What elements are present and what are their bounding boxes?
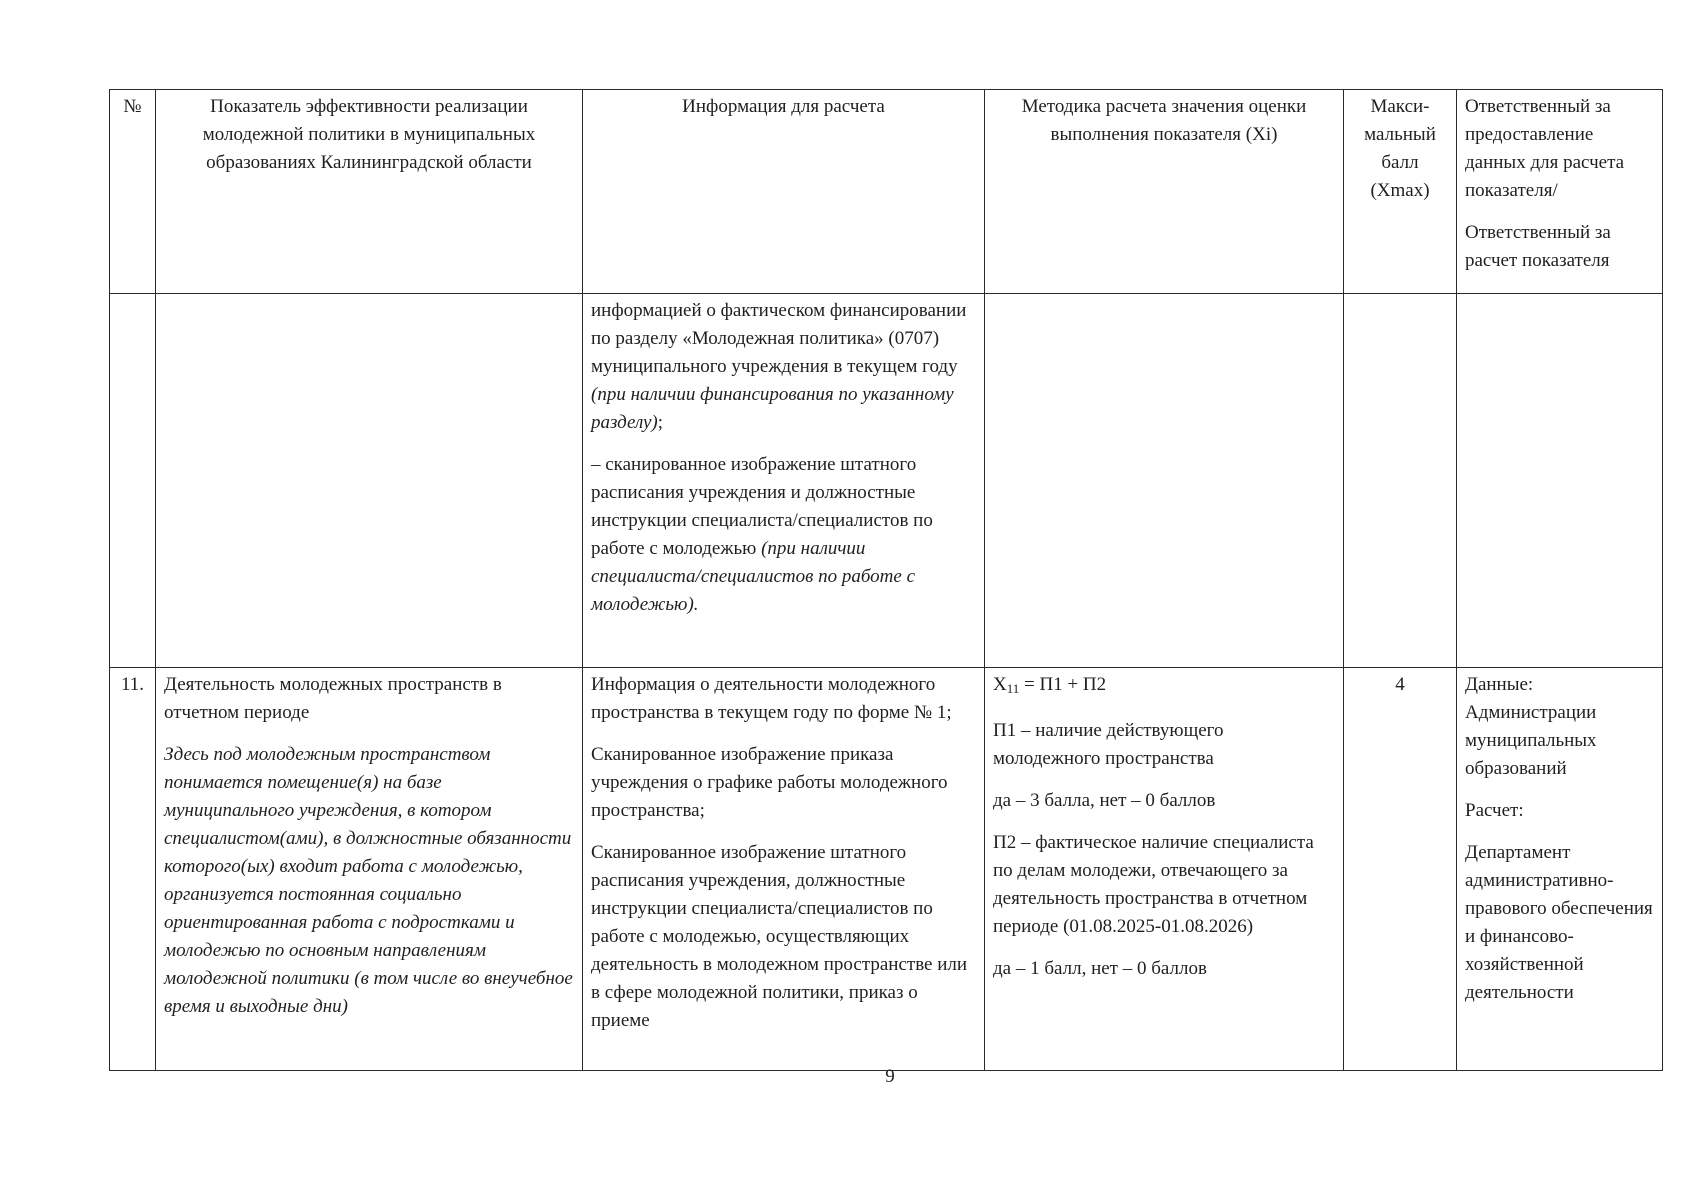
row-11-num: 11. bbox=[110, 668, 156, 1071]
header-responsible-data: Ответственный за предоставление данных для расчета показателя/ bbox=[1465, 96, 1625, 201]
row-11-responsible bbox=[1457, 668, 1663, 1071]
continued-num-cell bbox=[110, 294, 156, 668]
header-info: Информация для расчета bbox=[583, 90, 985, 294]
row-11-resp-data-label: Данные: bbox=[1465, 674, 1534, 695]
row-11-indicator bbox=[156, 668, 583, 1071]
continued-info-1: информацией о фактическом финансировании по разделу «Молодежная политика» (0707) муниципального учреждения в текущем году (при наличии финансирования по указанному разделу); bbox=[591, 300, 967, 433]
row-11-p2: П2 – фактическое наличие специалиста по делам молодежи, отвечающего за деятельность пространства в отчетном периоде (01.08.2025-01.08.2026) bbox=[993, 832, 1314, 937]
table-row-11 bbox=[110, 668, 1663, 1071]
row-11-method bbox=[985, 668, 1344, 1071]
row-11-note: Здесь под молодежным пространством понимается помещение(я) на базе муниципального учреждения, в котором специалистом(ами), в должностные обязанности которого(ых) входит работа с молодежью, организуется постоянная социально ориентированная работа с подростками и молодежью по основным направлениям молодежной политики (в том числе во внеучебное время и выходные дни) bbox=[164, 744, 573, 1017]
row-11-resp-data: Администрации муниципальных образований bbox=[1465, 702, 1597, 779]
row-11-formula: $X_{11} = П1 + П2$ bbox=[993, 674, 1107, 696]
header-max: Макси-мальный балл (Xmax) bbox=[1344, 90, 1457, 294]
row-11-p1: П1 – наличие действующего молодежного пространства bbox=[993, 720, 1224, 769]
header-responsible-calc: Ответственный за расчет показателя bbox=[1465, 222, 1611, 271]
row-11-info-2: Сканированное изображение приказа учреждения о графике работы молодежного пространства; bbox=[591, 744, 948, 821]
continued-method-cell bbox=[985, 294, 1344, 668]
row-11-info bbox=[583, 668, 985, 1071]
row-11-p1-score: да – 3 балла, нет – 0 баллов bbox=[993, 790, 1216, 811]
header-responsible bbox=[1457, 90, 1663, 294]
row-11-max: 4 bbox=[1344, 668, 1457, 1071]
page-number: 9 bbox=[885, 1066, 895, 1087]
header-method: Методика расчета значения оценки выполнения показателя (Xi) bbox=[985, 90, 1344, 294]
table-row-continued bbox=[110, 294, 1663, 668]
row-11-p2-score: да – 1 балл, нет – 0 баллов bbox=[993, 958, 1207, 979]
indicators-table bbox=[109, 89, 1663, 1071]
table-header-row bbox=[110, 90, 1663, 294]
row-11-info-1: Информация о деятельности молодежного пространства в текущем году по форме № 1; bbox=[591, 674, 952, 723]
row-11-resp-calc-label: Расчет: bbox=[1465, 800, 1524, 821]
header-num: № bbox=[110, 90, 156, 294]
row-11-resp-calc: Департамент административно-правового обеспечения и финансово-хозяйственной деятельности bbox=[1465, 842, 1653, 1003]
header-indicator: Показатель эффективности реализации молодежной политики в муниципальных образованиях Калининградской области bbox=[156, 90, 583, 294]
continued-indicator-cell bbox=[156, 294, 583, 668]
row-11-info-3: Сканированное изображение штатного расписания учреждения, должностные инструкции специалиста/специалистов по работе с молодежью, осуществляющих деятельность в молодежном пространстве или в сфере молодежной политики, приказ о приеме bbox=[591, 842, 968, 1031]
row-11-title: Деятельность молодежных пространств в отчетном периоде bbox=[164, 674, 502, 723]
continued-info-cell bbox=[583, 294, 985, 668]
continued-responsible-cell bbox=[1457, 294, 1663, 668]
continued-info-2: – сканированное изображение штатного расписания учреждения и должностные инструкции специалиста/специалистов по работе с молодежью (при наличии специалиста/специалистов по работе с молодежью). bbox=[591, 454, 933, 615]
continued-max-cell bbox=[1344, 294, 1457, 668]
